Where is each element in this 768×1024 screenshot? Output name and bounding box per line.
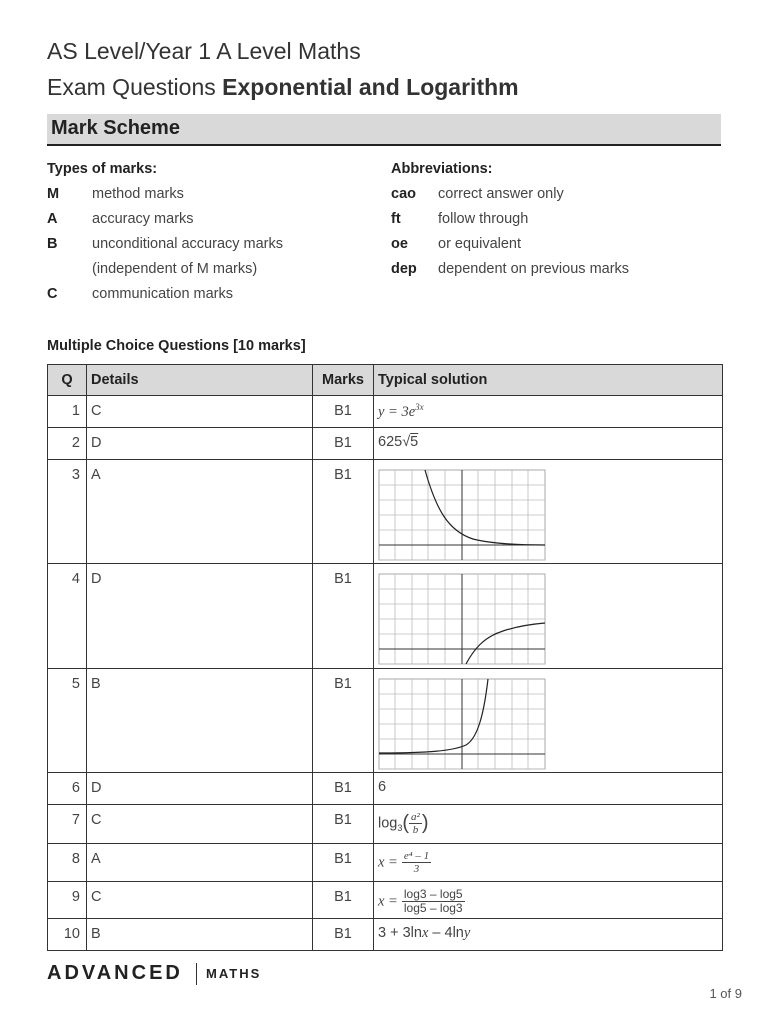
table-row <box>48 882 723 919</box>
cell-solution: 6 <box>374 773 723 805</box>
subtitle-prefix: Exam Questions <box>47 74 223 100</box>
log-base: 3 <box>397 823 403 834</box>
cell-details: D <box>87 564 313 669</box>
cell-marks: B1 <box>313 460 374 564</box>
solution-exponent: 3x <box>415 402 424 412</box>
cell-marks: B1 <box>313 428 374 460</box>
solution-expression: y = 3e <box>378 403 416 420</box>
cell-solution <box>374 428 723 460</box>
graph-decay-curve <box>378 469 546 561</box>
solution-fraction <box>402 888 465 915</box>
cell-marks: B1 <box>313 396 374 428</box>
solution-lhs: x = <box>378 854 398 871</box>
solution-variable-x: x <box>421 925 429 941</box>
mcq-section-title: Multiple Choice Questions [10 marks] <box>47 338 306 354</box>
solution-variable-y: y <box>463 925 471 941</box>
types-value: accuracy marks <box>92 211 194 227</box>
section-band <box>47 114 721 146</box>
cell-q: 1 <box>48 396 87 428</box>
table-header-row <box>48 365 723 396</box>
cell-solution <box>374 669 723 773</box>
cell-details: C <box>87 805 313 844</box>
cell-marks: B1 <box>313 844 374 882</box>
document-title: AS Level/Year 1 A Level Maths <box>47 38 361 64</box>
header-solution: Typical solution <box>374 365 723 396</box>
solution-lhs: x = <box>378 893 398 910</box>
types-key: M <box>47 186 60 202</box>
types-value: (independent of M marks) <box>92 261 258 277</box>
types-key: B <box>47 236 58 252</box>
table-row <box>48 428 723 460</box>
logo-divider <box>196 963 197 985</box>
solution-number: 625 <box>378 434 403 450</box>
cell-solution <box>374 882 723 919</box>
graph-growth-curve <box>378 678 546 770</box>
table-row <box>48 564 723 669</box>
solution-part: 3 + 3ln <box>378 925 422 941</box>
brand-logo: ADVANCED <box>47 962 183 984</box>
right-paren: ) <box>421 812 429 834</box>
cell-marks: B1 <box>313 805 374 844</box>
abbrev-value: correct answer only <box>438 186 564 202</box>
table-row <box>48 396 723 428</box>
document-subtitle <box>47 74 519 101</box>
fraction-numerator: log3 – log5 <box>403 887 463 901</box>
header-marks: Marks <box>313 365 374 396</box>
cell-marks: B1 <box>313 882 374 919</box>
fraction-numerator: e⁴ – 1 <box>403 850 430 862</box>
cell-solution <box>374 564 723 669</box>
fraction-numerator: a² <box>411 811 420 823</box>
table-row <box>48 773 723 805</box>
abbrev-value: follow through <box>438 211 529 227</box>
table-row <box>48 919 723 951</box>
cell-details: D <box>87 428 313 460</box>
fraction-denominator: log5 – log3 <box>403 901 463 915</box>
cell-details: A <box>87 460 313 564</box>
cell-q: 4 <box>48 564 87 669</box>
solution-fraction <box>402 850 431 875</box>
cell-q: 9 <box>48 882 87 919</box>
abbrev-heading: Abbreviations: <box>391 161 493 177</box>
cell-solution <box>374 396 723 428</box>
solution-fraction <box>409 811 422 836</box>
subtitle-topic: Exponential and Logarithm <box>222 74 519 100</box>
types-heading: Types of marks: <box>47 161 158 177</box>
types-value: communication marks <box>92 286 234 302</box>
table-row <box>48 669 723 773</box>
cell-q: 10 <box>48 919 87 951</box>
abbrev-value: or equivalent <box>438 236 522 252</box>
types-value: unconditional accuracy marks <box>92 236 284 252</box>
cell-q: 7 <box>48 805 87 844</box>
table-row <box>48 805 723 844</box>
cell-q: 5 <box>48 669 87 773</box>
cell-marks: B1 <box>313 669 374 773</box>
cell-solution <box>374 805 723 844</box>
section-title: Mark Scheme <box>51 117 180 139</box>
cell-details: B <box>87 919 313 951</box>
cell-details: C <box>87 882 313 919</box>
table-row <box>48 460 723 564</box>
cell-marks: B1 <box>313 773 374 805</box>
log-function: log <box>378 815 398 832</box>
types-value: method marks <box>92 186 184 202</box>
page-number: 1 of 9 <box>709 986 742 1001</box>
fraction-denominator: b <box>412 824 419 836</box>
types-key: C <box>47 286 58 302</box>
cell-solution <box>374 919 723 951</box>
cell-details: C <box>87 396 313 428</box>
abbrev-value: dependent on previous marks <box>438 261 630 277</box>
abbrev-key: ft <box>391 211 401 227</box>
graph-log-curve <box>378 573 546 665</box>
header-details: Details <box>87 365 313 396</box>
abbrev-key: oe <box>391 236 408 252</box>
cell-q: 2 <box>48 428 87 460</box>
left-paren: ( <box>402 812 410 834</box>
table-row <box>48 844 723 882</box>
cell-details: A <box>87 844 313 882</box>
abbrev-key: cao <box>391 186 416 202</box>
types-key: A <box>47 211 58 227</box>
cell-solution <box>374 460 723 564</box>
cell-solution <box>374 844 723 882</box>
solution-radicand: 5 <box>410 434 419 450</box>
cell-details: D <box>87 773 313 805</box>
cell-q: 6 <box>48 773 87 805</box>
fraction-denominator: 3 <box>413 863 420 875</box>
cell-details: B <box>87 669 313 773</box>
mark-scheme-table <box>47 364 723 951</box>
radical-sign: √ <box>402 434 411 450</box>
brand-subtitle: MATHS <box>206 966 262 981</box>
header-q: Q <box>48 365 87 396</box>
abbrev-key: dep <box>391 261 417 277</box>
cell-q: 3 <box>48 460 87 564</box>
cell-marks: B1 <box>313 564 374 669</box>
solution-part: – 4ln <box>428 925 464 941</box>
cell-marks: B1 <box>313 919 374 951</box>
cell-q: 8 <box>48 844 87 882</box>
